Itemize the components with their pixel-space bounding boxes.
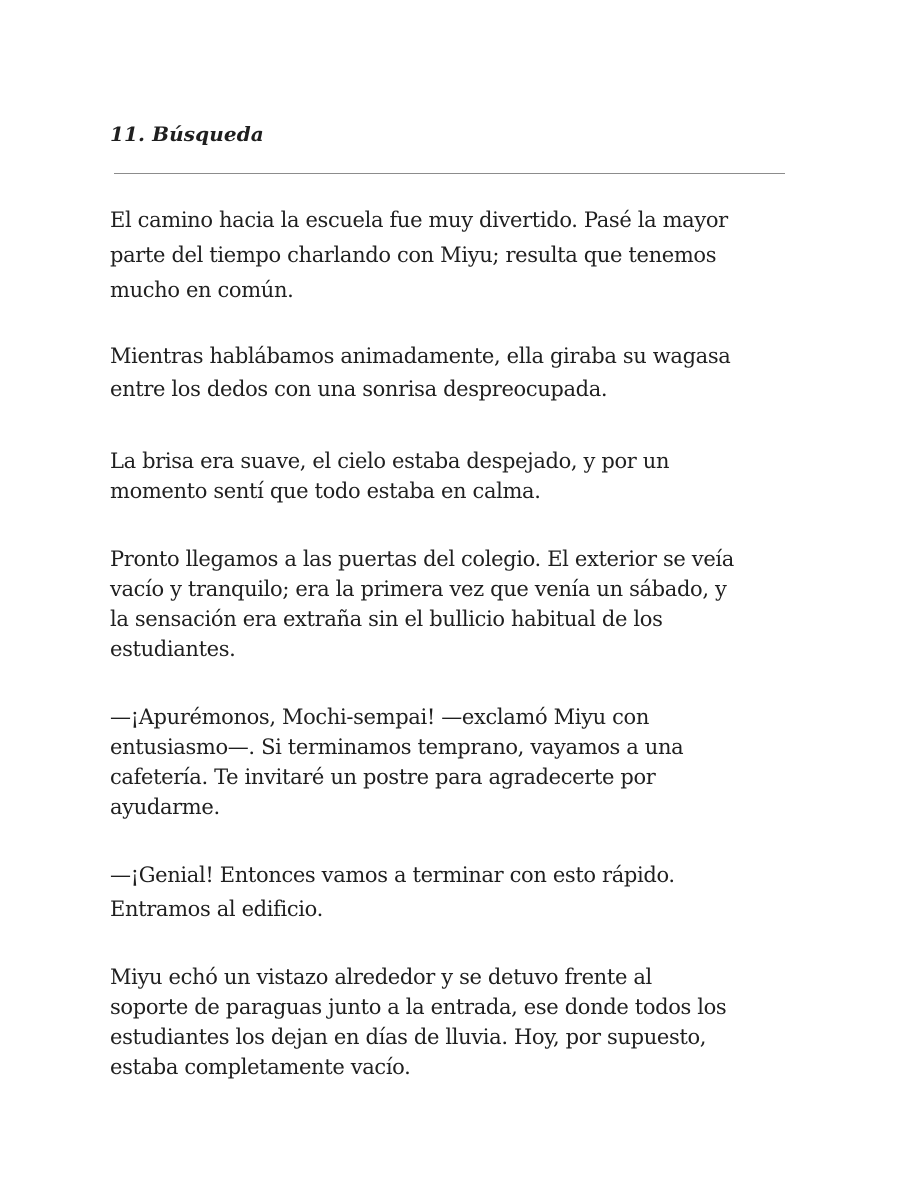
paragraph-line: la sensación era extraña sin el bullicio habitual de los [110,607,663,631]
paragraph-5 [110,702,800,822]
paragraph-7 [110,962,800,1082]
paragraph-line: La brisa era suave, el cielo estaba despejado, y por un [110,449,670,473]
paragraph-2 [110,340,800,406]
paragraph-line: estudiantes los dejan en días de lluvia. Hoy, por supuesto, [110,1025,707,1049]
paragraph-4 [110,544,800,664]
paragraph-line: soporte de paraguas junto a la entrada, ese donde todos los [110,995,727,1019]
paragraph-line: estudiantes. [110,637,236,661]
paragraph-line: momento sentí que todo estaba en calma. [110,479,541,503]
chapter-title: 11. Búsqueda [110,122,264,146]
paragraph-line: Entramos al edificio. [110,897,323,921]
paragraph-line: Pronto llegamos a las puertas del colegio. El exterior se veía [110,547,734,571]
paragraph-line: —¡Apurémonos, Mochi-sempai! —exclamó Miyu con [110,705,650,729]
paragraph-line: Mientras hablábamos animadamente, ella giraba su wagasa [110,344,731,368]
title-divider [114,173,785,174]
paragraph-6 [110,858,800,926]
paragraph-line: —¡Genial! Entonces vamos a terminar con esto rápido. [110,863,675,887]
paragraph-line: entre los dedos con una sonrisa despreocupada. [110,377,608,401]
paragraph-line: vacío y tranquilo; era la primera vez que venía un sábado, y [110,577,727,601]
paragraph-3 [110,446,800,506]
paragraph-line: estaba completamente vacío. [110,1055,411,1079]
paragraph-line: cafetería. Te invitaré un postre para agradecerte por [110,765,656,789]
paragraph-line: parte del tiempo charlando con Miyu; resulta que tenemos [110,243,717,267]
paragraph-line: mucho en común. [110,278,294,302]
paragraph-1 [110,203,800,308]
paragraph-line: Miyu echó un vistazo alrededor y se detuvo frente al [110,965,652,989]
paragraph-line: ayudarme. [110,795,220,819]
paragraph-line: entusiasmo—. Si terminamos temprano, vayamos a una [110,735,684,759]
paragraph-line: El camino hacia la escuela fue muy divertido. Pasé la mayor [110,208,728,232]
